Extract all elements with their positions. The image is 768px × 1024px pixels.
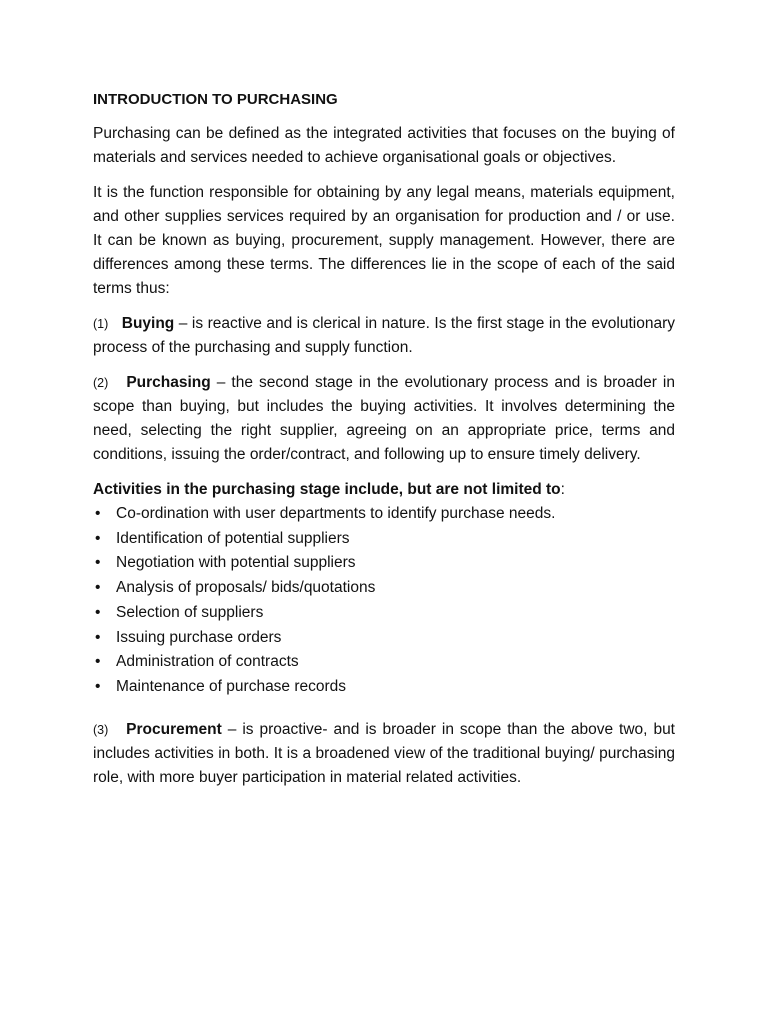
- item-buying: [93, 312, 675, 360]
- activities-heading-text: Activities in the purchasing stage include, but are not limited to: [93, 481, 561, 498]
- document-body: [93, 88, 675, 801]
- bullet-icon: •: [95, 505, 101, 522]
- list-item: [93, 601, 675, 626]
- list-item: [93, 502, 675, 527]
- item-text: – is proactive- and is broader in scope than the above two, but includes activities in both. It is a broadened view of the traditional buying/ purchasing role, with more buyer participation in material related activities.: [93, 720, 675, 786]
- item-term: Procurement: [126, 720, 222, 738]
- item-text: – is reactive and is clerical in nature. Is the first stage in the evolutionary process of the purchasing and supply function.: [93, 315, 675, 356]
- item-term: Buying: [121, 315, 175, 332]
- item-procurement: [93, 718, 675, 790]
- paragraph-function: It is the function responsible for obtaining by any legal means, materials equipment, and other supplies services required by an organisation for production and / or use. It can be known as buying, procurement, supply management. However, there are differences among these terms. The differences lie in the scope of each of the said terms thus:: [93, 184, 675, 297]
- item-number: (2): [93, 376, 109, 390]
- list-item-text: Co-ordination with user departments to identify purchase needs.: [116, 505, 556, 522]
- bullet-icon: •: [95, 554, 101, 572]
- bullet-icon: •: [95, 653, 101, 671]
- list-item: [93, 576, 675, 601]
- activities-heading-colon: :: [560, 481, 565, 498]
- item-number: (3): [93, 722, 109, 737]
- document-title: INTRODUCTION TO PURCHASING: [93, 91, 338, 108]
- item-purchasing: [93, 371, 675, 467]
- activities-list: [93, 502, 675, 700]
- list-item-text: Identification of potential suppliers: [116, 529, 350, 547]
- list-item: [93, 626, 675, 651]
- item-term: Purchasing: [126, 374, 211, 391]
- list-item: [93, 527, 675, 552]
- paragraph-definition: Purchasing can be defined as the integrated activities that focuses on the buying of materials and services needed to achieve organisational goals or objectives.: [93, 125, 675, 166]
- list-item-text: Issuing purchase orders: [116, 628, 282, 646]
- item-text: – the second stage in the evolutionary process and is broader in scope than buying, but includes the buying activities. It involves determining the need, selecting the right supplier, agreeing on an appropriate price, terms and conditions, issuing the order/contract, and following up to ensure timely delivery.: [93, 374, 675, 463]
- list-item-text: Analysis of proposals/ bids/quotations: [116, 579, 376, 597]
- list-item-text: Negotiation with potential suppliers: [116, 554, 356, 572]
- list-item: [93, 675, 675, 700]
- list-item: [93, 551, 675, 576]
- list-item: [93, 650, 675, 675]
- bullet-icon: •: [95, 529, 101, 547]
- bullet-icon: •: [95, 677, 101, 695]
- activities-heading: [93, 478, 675, 502]
- list-item-text: Maintenance of purchase records: [116, 677, 347, 695]
- list-item-text: Administration of contracts: [116, 653, 299, 671]
- bullet-icon: •: [95, 628, 101, 646]
- bullet-icon: •: [95, 603, 101, 621]
- bullet-icon: •: [95, 579, 101, 597]
- list-item-text: Selection of suppliers: [116, 603, 264, 621]
- item-number: (1): [93, 317, 109, 331]
